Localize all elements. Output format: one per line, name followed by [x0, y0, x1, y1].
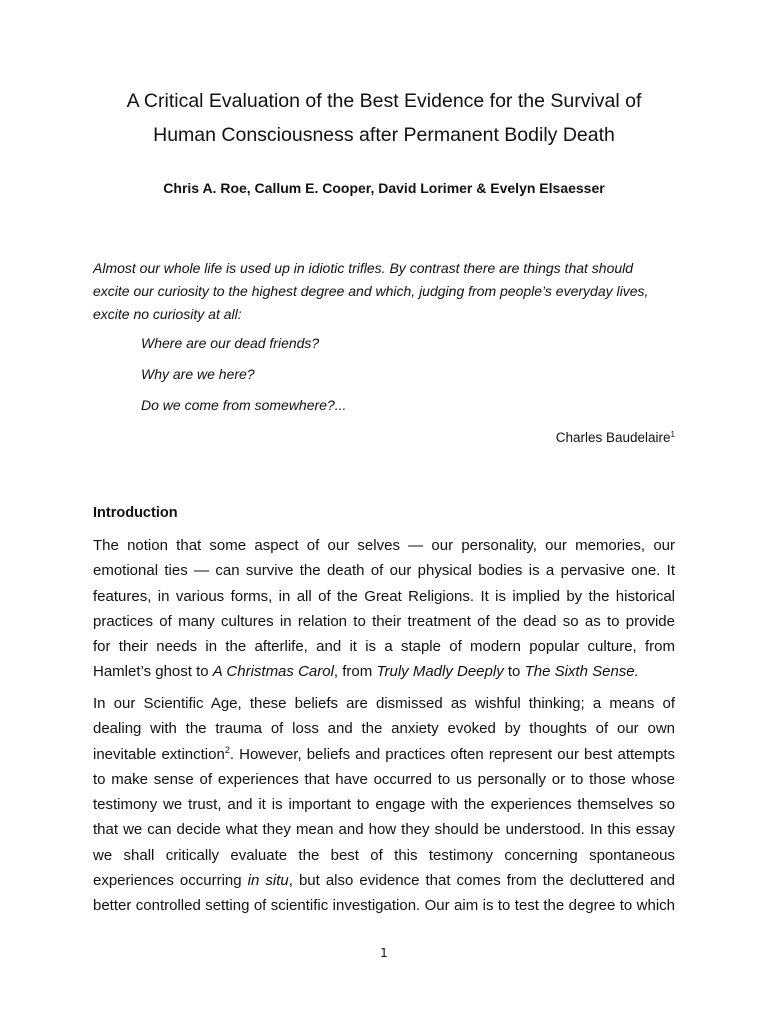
- text-line: we shall critically evaluate the best of this testimony concerning spontaneous: [93, 846, 675, 864]
- text-line: In our Scientific Age, these beliefs are dismissed as wishful thinking; a means of: [93, 695, 675, 712]
- text-run: experiences occurring: [93, 872, 248, 890]
- italic-title: The Sixth Sense.: [524, 663, 639, 681]
- text-run: inevitable extinction: [93, 745, 225, 763]
- epigraph-line: excite our curiosity to the highest degree and which, judging from people’s everyday lives,: [93, 283, 649, 299]
- page-number: 1: [380, 946, 388, 960]
- epigraph: [93, 257, 675, 326]
- text-run: . However, beliefs and practices often represent our best attempts: [229, 745, 675, 763]
- footnote-marker[interactable]: 1: [670, 430, 675, 439]
- title-line-2: Human Consciousness after Permanent Bodily Death: [153, 124, 615, 146]
- author-list: Chris A. Roe, Callum E. Cooper, David Lorimer & Evelyn Elsaesser: [163, 180, 605, 196]
- text-line: to make sense of experiences that have occurred to us personally or to those whose: [93, 770, 675, 788]
- text-run: Hamlet’s ghost to: [93, 663, 213, 681]
- text-run: , but also evidence that comes from the decluttered and: [288, 872, 675, 890]
- text-line: emotional ties — can survive the death of our physical bodies is a pervasive one. It: [93, 562, 675, 580]
- text-line: that we can decide what they mean and how they should be understood. In this essay: [93, 821, 675, 839]
- text-line: practices of many cultures in relation to their treatment of the dead so as to provide: [93, 612, 675, 630]
- text-line: better controlled setting of scientific investigation. Our aim is to test the degree to which: [93, 897, 675, 915]
- text-line: features, in various forms, in all of the Great Religions. It is implied by the historical: [93, 587, 675, 605]
- epigraph-line: Almost our whole life is used up in idiotic trifles. By contrast there are things that should: [93, 260, 634, 276]
- text-line: testimony we trust, and it is important to engage with the experiences themselves so: [93, 796, 675, 814]
- text-line: The notion that some aspect of our selves — our personality, our memories, our: [93, 537, 675, 554]
- text-line: [93, 868, 675, 893]
- epigraph-question: Why are we here?: [141, 366, 255, 382]
- italic-title: Truly Madly Deeply: [376, 663, 504, 681]
- attribution-name: Charles Baudelaire: [555, 430, 671, 445]
- section-heading-introduction: Introduction: [93, 505, 178, 521]
- epigraph-line: excite no curiosity at all:: [93, 306, 242, 322]
- text-line: [93, 659, 675, 684]
- text-run: to: [503, 663, 525, 681]
- epigraph-question: Do we come from somewhere?...: [141, 397, 347, 413]
- text-line: dealing with the trauma of loss and the anxiety evoked by thoughts of our own: [93, 720, 675, 738]
- paragraph-2: [93, 691, 675, 919]
- text-line: [93, 742, 675, 767]
- epigraph-attribution: [556, 425, 675, 448]
- epigraph-question: Where are our dead friends?: [141, 335, 320, 351]
- text-run: , from: [333, 663, 377, 681]
- italic-title: A Christmas Carol: [212, 663, 334, 681]
- text-line: for their needs in the afterlife, and it is a staple of modern popular culture, from: [93, 638, 675, 656]
- paper-title: [60, 84, 708, 152]
- paragraph-1: [93, 533, 675, 685]
- title-line-1: A Critical Evaluation of the Best Evidence for the Survival of: [126, 90, 642, 112]
- italic-term: in situ: [247, 872, 289, 890]
- footnote-marker[interactable]: 2: [224, 744, 230, 755]
